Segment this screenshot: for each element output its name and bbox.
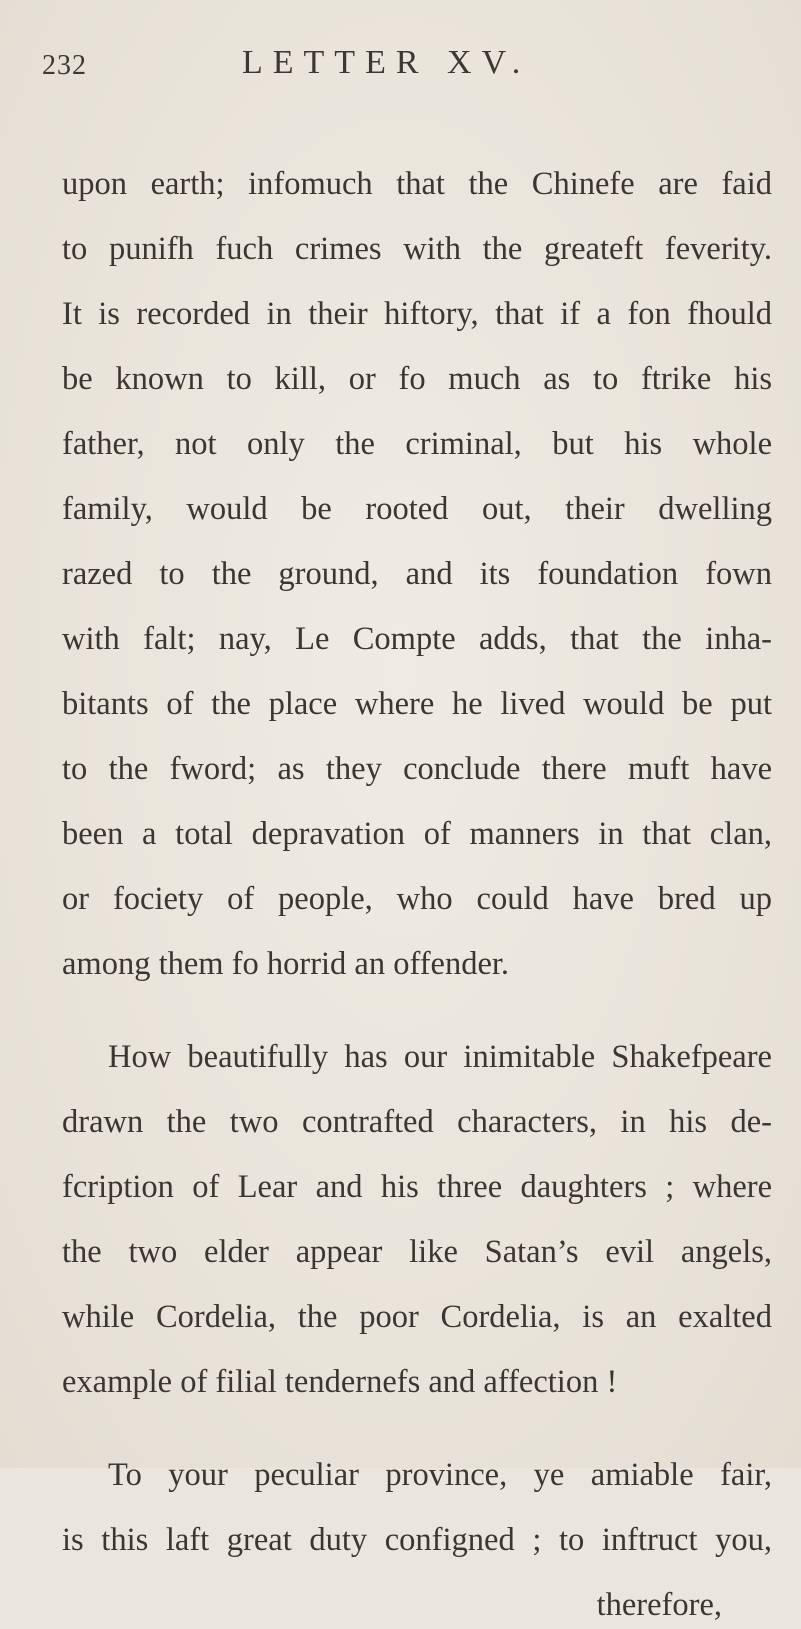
text-line: with falt; nay, Le Compte adds, that the inha- <box>62 621 772 657</box>
page-number: 232 <box>42 50 87 81</box>
text-line: to punifh fuch crimes with the greateft feverity. <box>62 231 772 267</box>
text-line: razed to the ground, and its foundation fown <box>62 556 772 592</box>
text-line: or fociety of people, who could have bred up <box>62 881 772 917</box>
text-line: example of filial tendernefs and affection ! <box>62 1364 618 1400</box>
text-line: is this laft great duty configned ; to inftruct you, <box>62 1522 772 1558</box>
text-line: family, would be rooted out, their dwelling <box>62 491 772 527</box>
text-line: To your peculiar province, ye amiable fair, <box>108 1457 772 1493</box>
text-line: to the fword; as they conclude there muft have <box>62 751 772 787</box>
text-line: the two elder appear like Satan’s evil angels, <box>62 1234 772 1270</box>
text-line: bitants of the place where he lived would be put <box>62 686 772 722</box>
text-line: been a total depravation of manners in that clan, <box>62 816 772 852</box>
running-head: LETTER XV. <box>242 44 531 81</box>
catchword: therefore, <box>596 1587 722 1623</box>
text-line: be known to kill, or fo much as to ftrike his <box>62 361 772 397</box>
text-line: while Cordelia, the poor Cordelia, is an exalted <box>62 1299 772 1335</box>
text-line: fcription of Lear and his three daughters ; where <box>62 1169 772 1205</box>
text-line: upon earth; infomuch that the Chinefe are faid <box>62 166 772 202</box>
text-line: drawn the two contrafted characters, in his de- <box>62 1104 772 1140</box>
text-line: among them fo horrid an offender. <box>62 946 510 982</box>
text-line: It is recorded in their hiftory, that if a fon fhould <box>62 296 772 332</box>
page-header <box>42 40 762 90</box>
text-line: father, not only the criminal, but his whole <box>62 426 772 462</box>
text-line: How beautifully has our inimitable Shakefpeare <box>108 1039 772 1075</box>
